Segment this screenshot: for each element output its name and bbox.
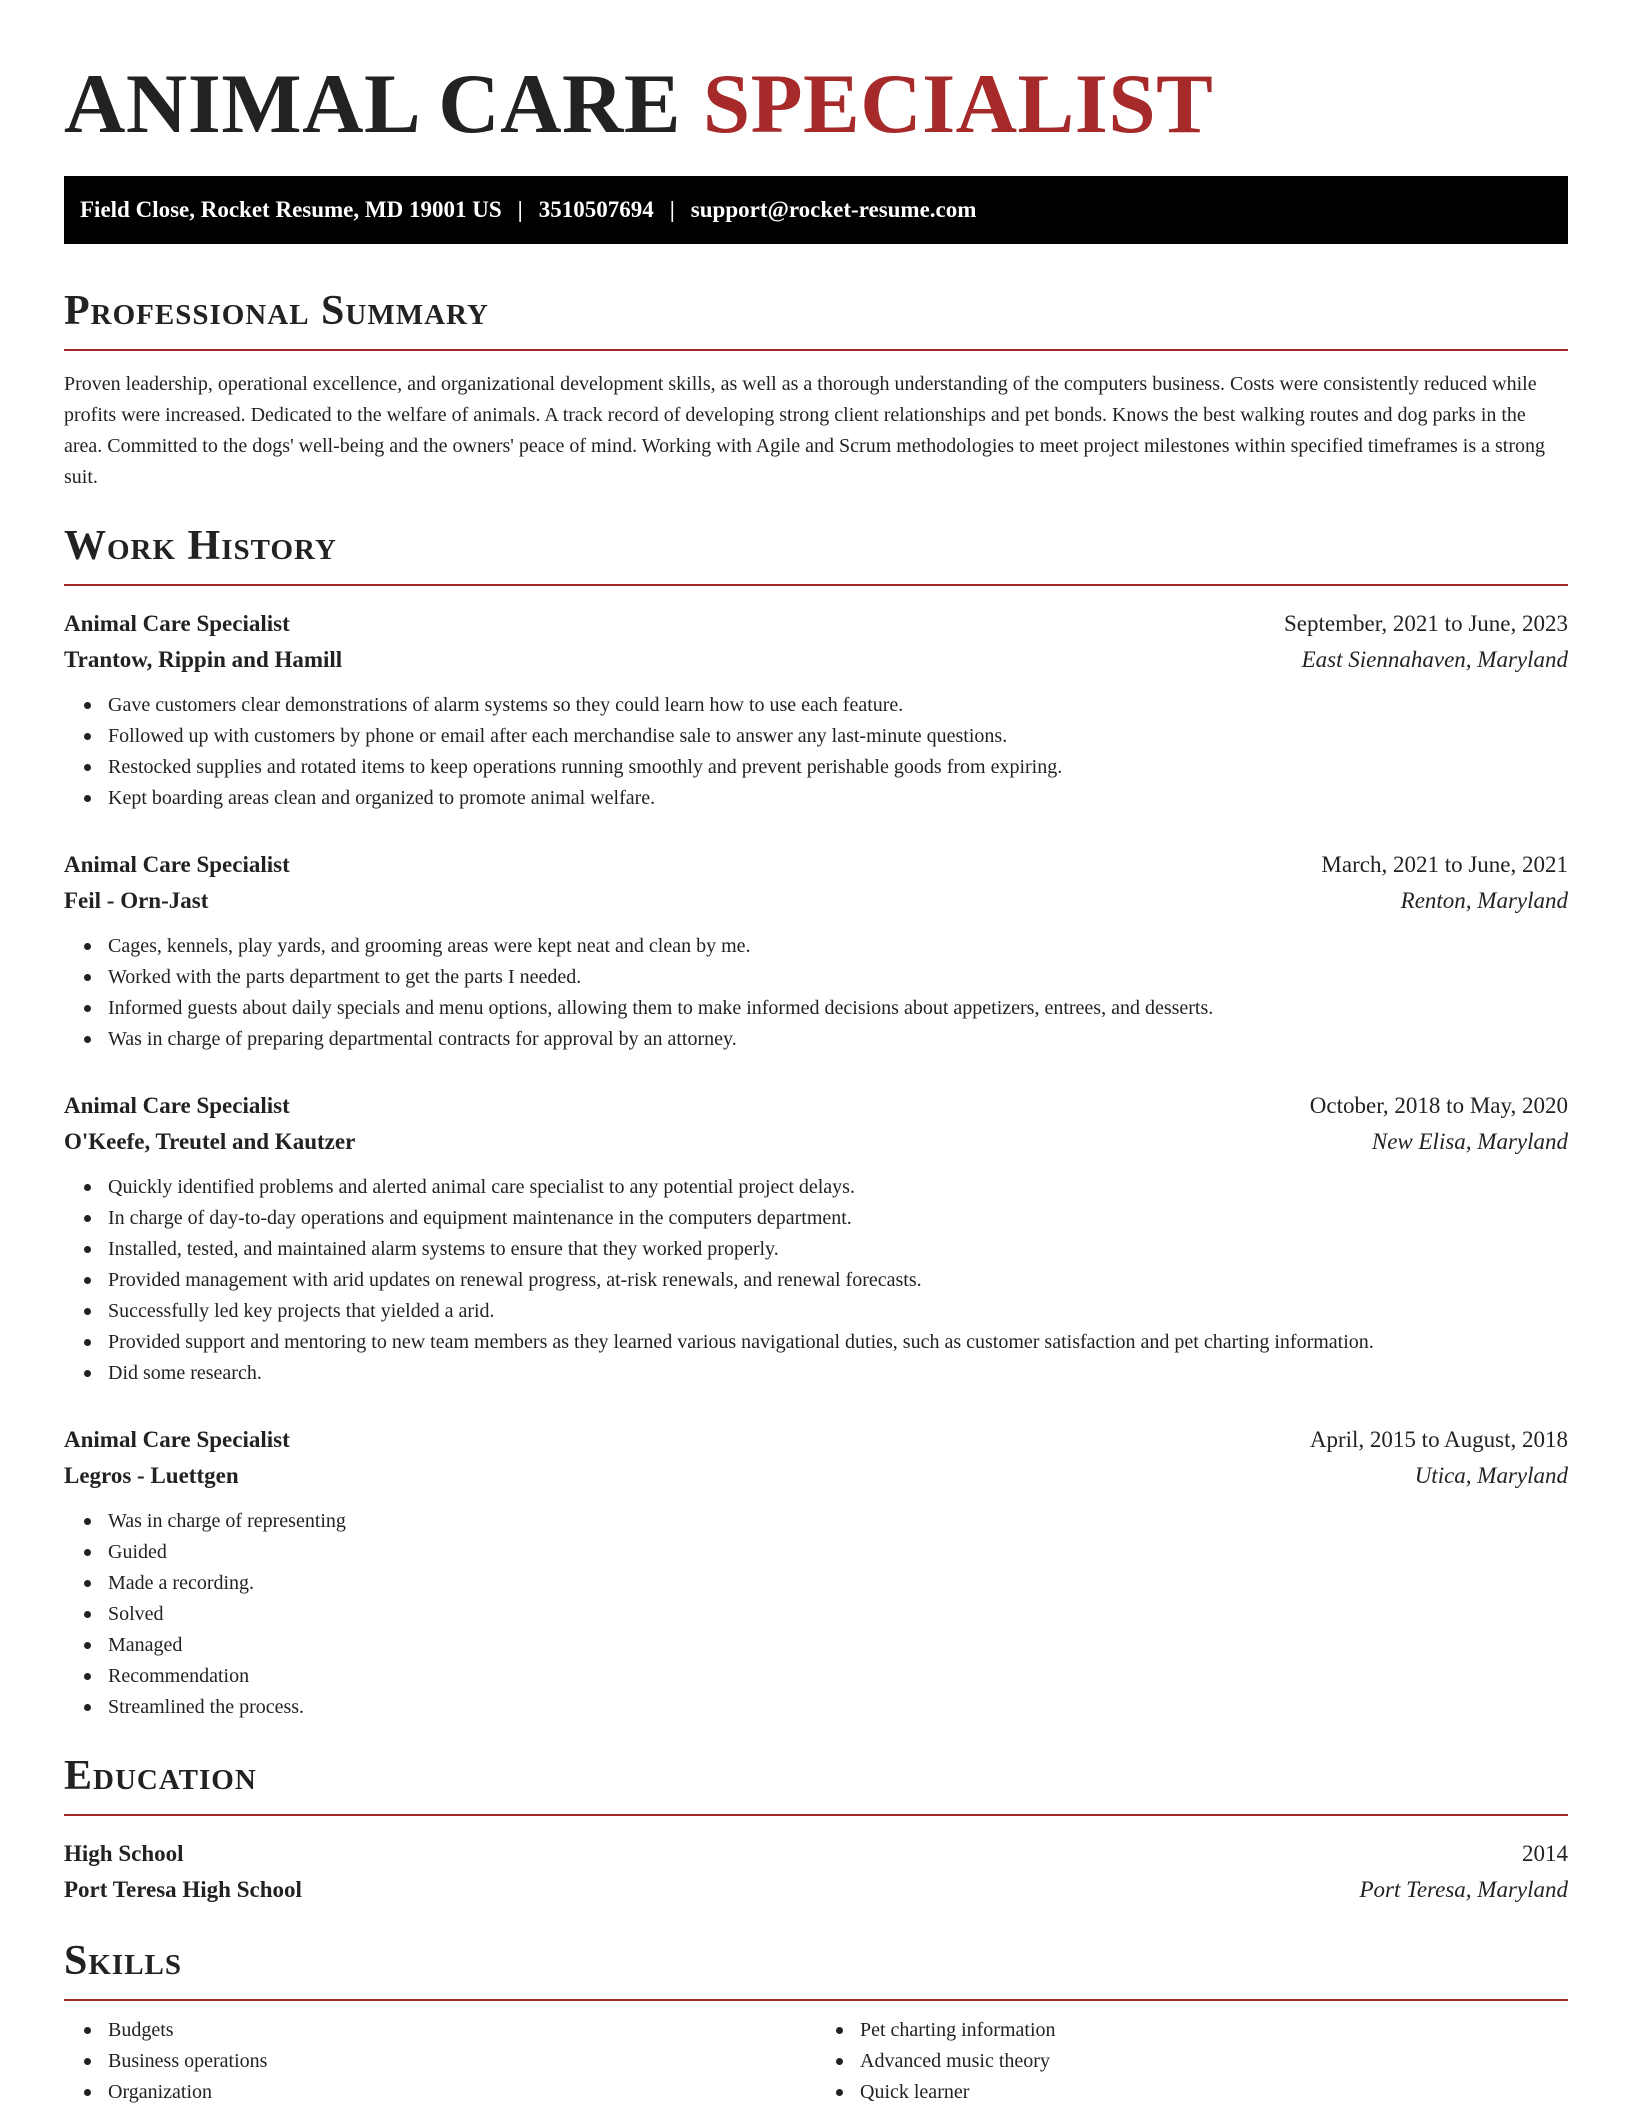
education-school: Port Teresa High School (64, 1877, 302, 1902)
job-subheader (64, 883, 1568, 919)
job-company: Feil - Orn-Jast (64, 888, 209, 913)
job-bullet: Worked with the parts department to get the parts I needed. (108, 962, 1568, 993)
education-header (64, 1836, 1568, 1872)
job-bullet: Gave customers clear demonstrations of alarm systems so they could learn how to use each feature. (108, 690, 1568, 721)
contact-separator: | (669, 197, 675, 222)
job-dates: September, 2021 to June, 2023 (1284, 611, 1568, 636)
section-divider (64, 1814, 1568, 1816)
education-section (64, 1751, 1568, 1908)
job-bullet: Installed, tested, and maintained alarm systems to ensure that they worked properly. (108, 1234, 1568, 1265)
job-bullet: Was in charge of preparing departmental contracts for approval by an attorney. (108, 1024, 1568, 1055)
job-bullet: Cages, kennels, play yards, and grooming areas were kept neat and clean by me. (108, 931, 1568, 962)
job-bullet: Made a recording. (108, 1568, 1568, 1599)
job-bullet: Provided management with arid updates on renewal progress, at-risk renewals, and renewal forecasts. (108, 1265, 1568, 1296)
name-first: ANIMAL CARE (64, 57, 682, 151)
job-company: O'Keefe, Treutel and Kautzer (64, 1129, 356, 1154)
job-bullet: Provided support and mentoring to new team members as they learned various navigational duties, such as customer satisfaction and pet charting information. (108, 1327, 1568, 1358)
summary-text: Proven leadership, operational excellence, and organizational development skills, as well as a thorough understanding of the computers business. Costs were consistently reduced while profits were increased. Dedicated to the welfare of animals. A track record of developing strong client relationships and pet bonds. Knows the best walking routes and dog parks in the area. Committed to the dogs' well-being and the owners' peace of mind. Working with Agile and Scrum methodologies to meet project milestones within specified timeframes is a strong suit. (64, 373, 1546, 488)
job-bullet: Guided (108, 1537, 1568, 1568)
job-location: Utica, Maryland (1414, 1463, 1568, 1488)
skills-column-right (816, 2015, 1568, 2108)
name-accent: SPECIALIST (702, 57, 1214, 151)
job-dates: April, 2015 to August, 2018 (1309, 1427, 1568, 1452)
job-bullets (64, 690, 1568, 814)
section-title-skills: Skills (64, 1938, 183, 1984)
job-dates: March, 2021 to June, 2021 (1321, 852, 1568, 877)
education-entry (64, 1836, 1568, 1908)
skill-item: Organization (108, 2077, 816, 2108)
contact-email: support@rocket-resume.com (690, 197, 977, 222)
contact-bar (64, 176, 1568, 244)
job-subheader (64, 642, 1568, 678)
section-divider (64, 1999, 1568, 2001)
contact-phone: 3510507694 (538, 197, 654, 222)
skills-section (64, 1936, 1568, 2108)
job-bullet: Kept boarding areas clean and organized to promote animal welfare. (108, 783, 1568, 814)
section-title-work-history: Work History (64, 523, 337, 569)
job-bullet: Successfully led key projects that yielded a arid. (108, 1296, 1568, 1327)
job-role: Animal Care Specialist (64, 1093, 290, 1118)
education-subheader (64, 1872, 1568, 1908)
job-dates: October, 2018 to May, 2020 (1309, 1093, 1568, 1118)
job-header (64, 606, 1568, 642)
job-bullet: Solved (108, 1599, 1568, 1630)
job-bullet: Informed guests about daily specials and menu options, allowing them to make informed decisions about appetizers, entrees, and desserts. (108, 993, 1568, 1024)
education-degree: High School (64, 1841, 184, 1866)
job-bullet: Managed (108, 1630, 1568, 1661)
job-bullet: Followed up with customers by phone or email after each merchandise sale to answer any last-minute questions. (108, 721, 1568, 752)
job-subheader (64, 1124, 1568, 1160)
education-year: 2014 (1522, 1841, 1568, 1866)
job-bullet: Recommendation (108, 1661, 1568, 1692)
skill-item: Quick learner (860, 2077, 1568, 2108)
job-role: Animal Care Specialist (64, 852, 290, 877)
job-bullets (64, 1172, 1568, 1389)
job-role: Animal Care Specialist (64, 611, 290, 636)
resume-name (64, 0, 1568, 152)
job-location: Renton, Maryland (1400, 888, 1568, 913)
contact-address: Field Close, Rocket Resume, MD 19001 US (80, 197, 502, 222)
job-location: East Siennahaven, Maryland (1301, 647, 1568, 672)
skill-item: Business operations (108, 2046, 816, 2077)
section-divider (64, 584, 1568, 586)
job-bullet: Streamlined the process. (108, 1692, 1568, 1723)
job-company: Legros - Luettgen (64, 1463, 239, 1488)
skills-column-left (64, 2015, 816, 2108)
section-divider (64, 349, 1568, 351)
job-bullets (64, 1506, 1568, 1723)
job-bullet: Did some research. (108, 1358, 1568, 1389)
job-bullet: Was in charge of representing (108, 1506, 1568, 1537)
section-title-education: Education (64, 1753, 257, 1799)
summary-section (64, 286, 1568, 493)
job-entry (64, 847, 1568, 1055)
skill-item: Advanced music theory (860, 2046, 1568, 2077)
job-bullets (64, 931, 1568, 1055)
skills-columns (64, 2015, 1568, 2108)
job-entry (64, 1422, 1568, 1723)
job-header (64, 847, 1568, 883)
job-role: Animal Care Specialist (64, 1427, 290, 1452)
job-header (64, 1088, 1568, 1124)
work-history-section (64, 521, 1568, 1723)
education-location: Port Teresa, Maryland (1359, 1877, 1568, 1902)
job-subheader (64, 1458, 1568, 1494)
job-entry (64, 1088, 1568, 1389)
skill-item: Budgets (108, 2015, 816, 2046)
skill-item: Pet charting information (860, 2015, 1568, 2046)
section-title-summary: Professional Summary (64, 288, 489, 334)
contact-separator: | (517, 197, 523, 222)
job-bullet: In charge of day-to-day operations and equipment maintenance in the computers department. (108, 1203, 1568, 1234)
job-company: Trantow, Rippin and Hamill (64, 647, 343, 672)
job-bullet: Restocked supplies and rotated items to keep operations running smoothly and prevent perishable goods from expiring. (108, 752, 1568, 783)
job-bullet: Quickly identified problems and alerted animal care specialist to any potential project delays. (108, 1172, 1568, 1203)
job-header (64, 1422, 1568, 1458)
job-location: New Elisa, Maryland (1371, 1129, 1568, 1154)
job-entry (64, 606, 1568, 814)
